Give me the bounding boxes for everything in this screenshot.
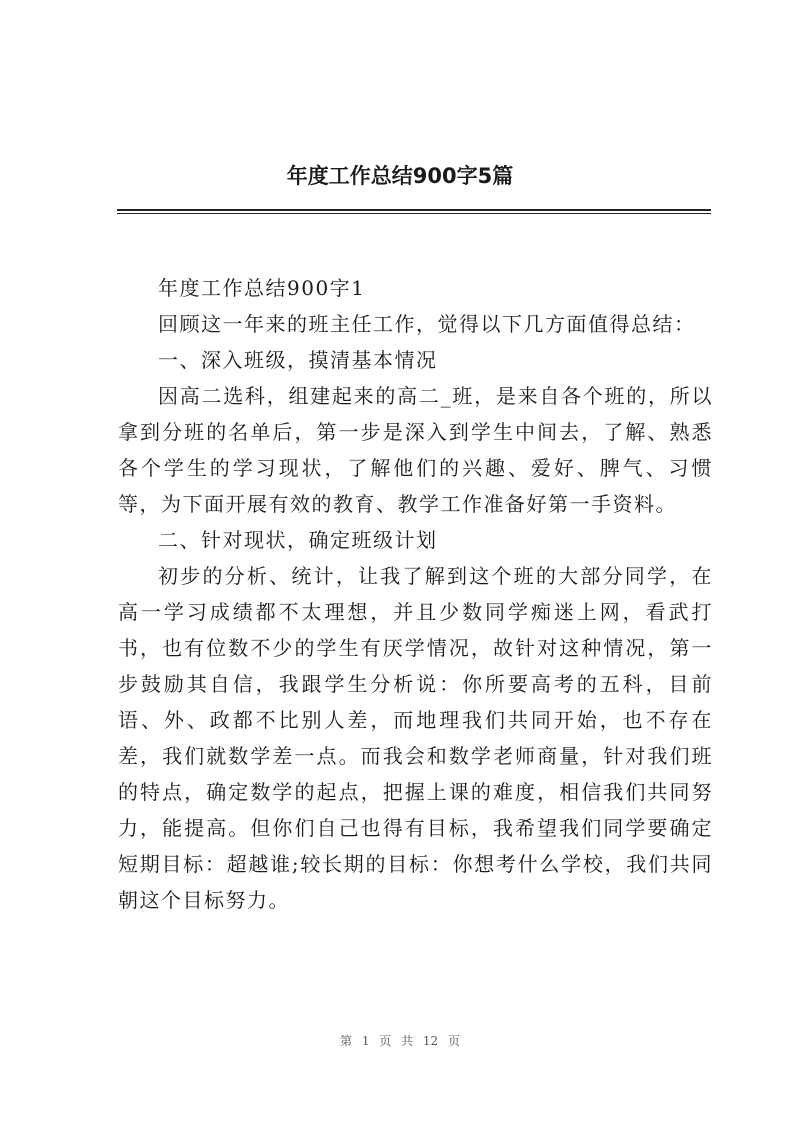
body-paragraph-2: 初步的分析、统计，让我了解到这个班的大部分同学，在高一学习成绩都不太理想，并且少数同学痴迷上网，看武打书，也有位数不少的学生有厌学情况，故针对这种情况，第一步鼓励其自信，我跟学生分析说：你所要高考的五科，目前语、外、政都不比别人差，而地理我们共同开始，也不存在差，我们就数学差一点。而我会和数学老师商量，针对我们班的特点，确定数学的起点，把握上课的难度，相信我们共同努力，能提高。但你们自己也得有目标，我希望我们同学要确定短期目标：超越谁;较长期的目标：你想考什么学校，我们共同朝这个目标努力。 <box>118 564 713 912</box>
title-rule-thin <box>117 213 711 214</box>
subheading-1: 一、深入班级，摸清基本情况 <box>158 348 438 372</box>
intro-paragraph: 回顾这一年来的班主任工作，觉得以下几方面值得总结： <box>158 312 696 336</box>
body-paragraph-1: 因高二选科，组建起来的高二_班，是来自各个班的，所以拿到分班的名单后，第一步是深入到学生中间去，了解、熟悉各个学生的学习现状，了解他们的兴趣、爱好、脾气、习惯等，为下面开展有效的教育、教学工作准备好第一手资料。 <box>118 384 713 516</box>
title-rule-thick <box>117 209 711 211</box>
section-heading-1: 年度工作总结900字1 <box>158 276 366 300</box>
document-body <box>118 270 713 918</box>
page-number-footer: 第 1 页 共 12 页 <box>340 1034 460 1048</box>
subheading-2: 二、针对现状，确定班级计划 <box>158 528 438 552</box>
document-title: 年度工作总结900字5篇 <box>286 164 514 188</box>
